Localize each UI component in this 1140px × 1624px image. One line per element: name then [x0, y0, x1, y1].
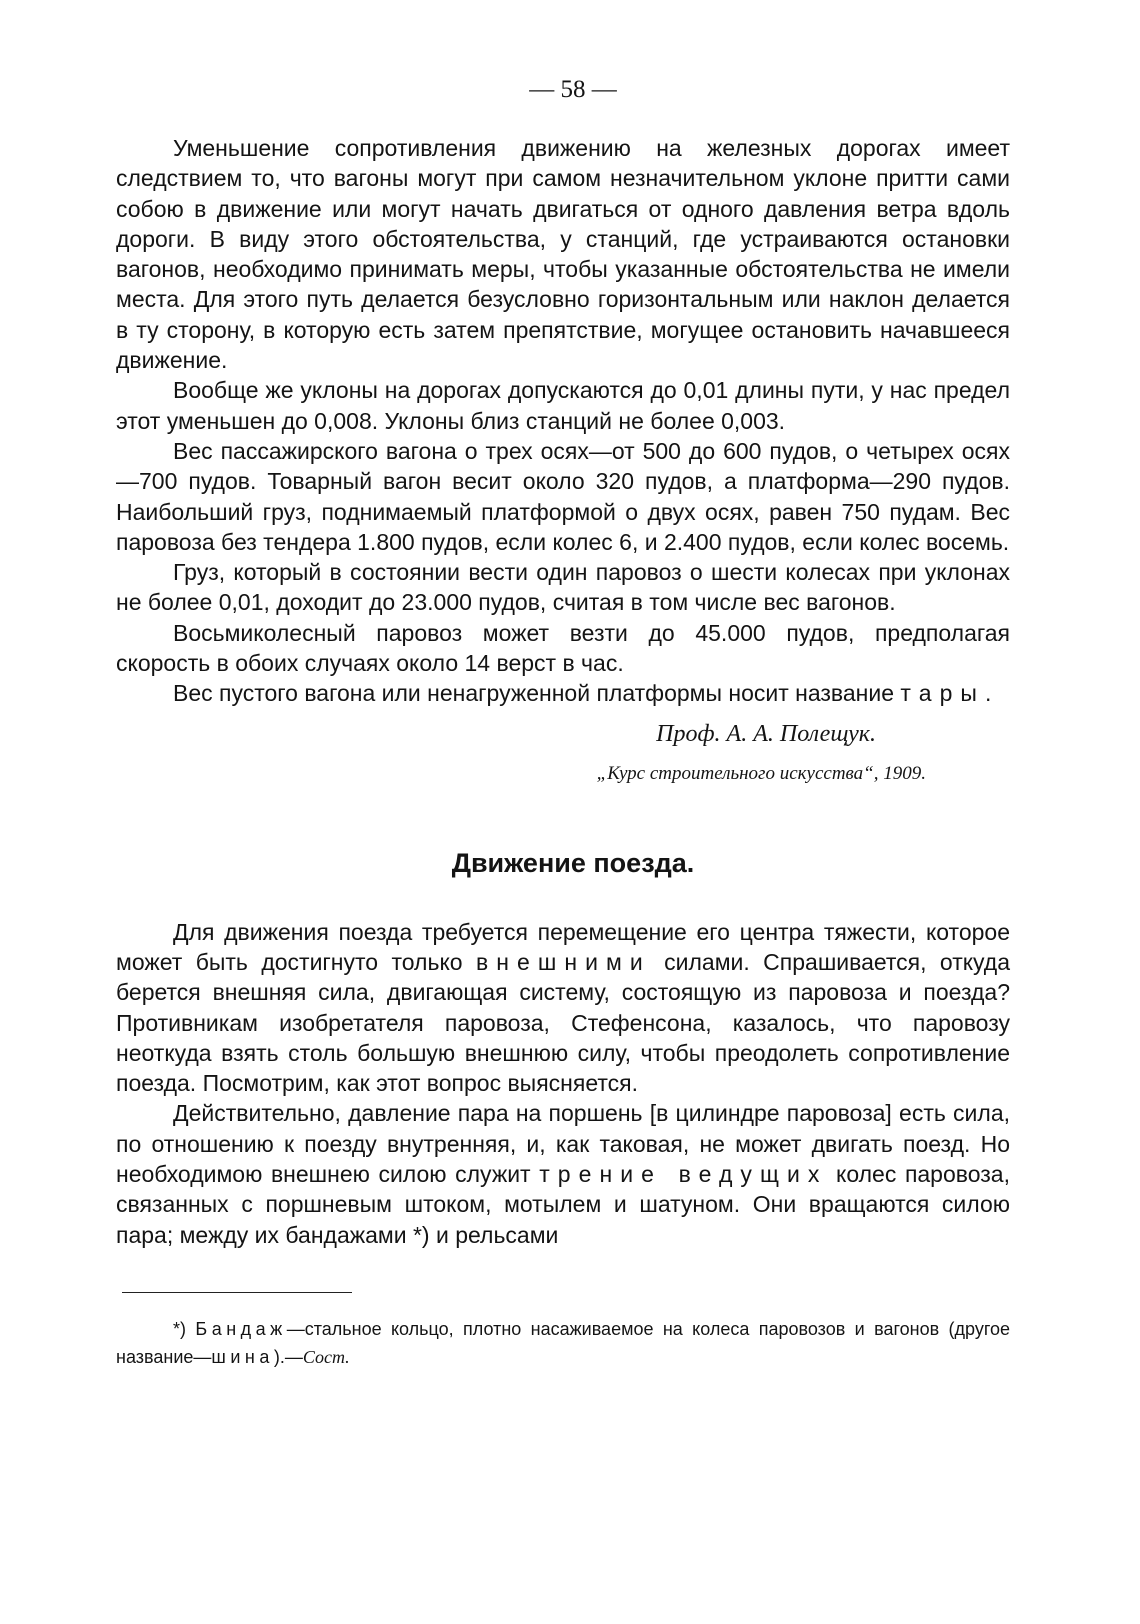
paragraph-text: Вес пустого вагона или ненагруженной платформы носит название — [173, 680, 901, 707]
paragraph: Груз, который в состоянии вести один паровоз о шести колесах при уклонах не более 0,01, доходит до 23.000 пудов, считая в том числе вес вагонов. — [116, 559, 1010, 616]
paragraph — [116, 1098, 1010, 1249]
footnote-divider — [122, 1292, 352, 1293]
paragraph-text: . — [985, 680, 992, 707]
paragraph: Восьмиколесный паровоз может везти до 45.000 пудов, предполагая скорость в обоих случаях около 14 верст в час. — [116, 619, 1010, 677]
signature-source: „Курс строительного искусства“, 1909. — [596, 762, 926, 784]
page — [116, 70, 1010, 1371]
paragraph — [116, 678, 1010, 708]
paragraph-text: Для движения поезда требуется перемещение его центра тяжести, которое может быть достигнуто только — [116, 918, 1010, 975]
emphasized-term: трение ведущих — [539, 1161, 828, 1188]
signature-author: Проф. А. А. Полещук. — [656, 720, 876, 747]
page-number: — 58 — — [529, 76, 617, 103]
paragraph: Вообще же уклоны на дорогах допускаются до 0,01 длины пути, у нас предел этот уменьшен до 0,008. Уклоны близ станций не более 0,003. — [116, 377, 1010, 434]
paragraph — [116, 917, 1010, 1099]
footnote-marker: *) — [173, 1318, 196, 1339]
footnote-text: —стальное кольцо, плотно насаживаемое на колеса паровозов и вагонов (другое название— — [116, 1318, 1011, 1367]
emphasized-term: Бандаж — [195, 1318, 287, 1339]
emphasized-term: тары — [900, 680, 986, 707]
paragraph: Вес пассажирского вагона о трех осях—от 500 до 600 пудов, о четырех осях—700 пудов. Товарный вагон весит около 320 пудов, а платформа—290 пудов. Наибольший груз, поднимаемый платформой о двух осях, равен 750 пудам. Вес паровоза без тендера 1.800 пудов, если колес 6, и 2.400 пудов, если колес восемь. — [116, 437, 1010, 555]
paragraph-text: силами. Спрашивается, откуда берется внешняя сила, двигающая систему, состоящую из паровоза и поезда? Противникам изобретателя паровоза, Стефенсона, казалось, что паровозу неоткуда взять столь большую внешнюю силу, чтобы преодолеть сопротивление поезда. Посмотрим, как этот вопрос выясняется. — [116, 948, 1011, 1097]
footnote-text: ).— — [273, 1346, 303, 1367]
emphasized-term: шина — [211, 1346, 274, 1367]
paragraph-text: колес паровоза, связанных с поршневым штоком, мотылем и шатуном. Они вращаются силою пара; между их бандажами *) и рельсами — [116, 1161, 1010, 1248]
paragraph-text: Действительно, давление пара на поршень [в цилиндре паровоза] есть сила, по отношению к поезду внутренняя, и, как таковая, не может двигать поезд. Но необходимою внешнею силою служит — [116, 1100, 1010, 1188]
emphasized-term: внешними — [475, 948, 651, 975]
footnote-author: Сост. — [302, 1346, 350, 1367]
article-train-motion — [116, 843, 1010, 1250]
footnote — [116, 1315, 1010, 1371]
article-slopes — [116, 133, 1010, 789]
section-title: Движение поезда. — [451, 847, 695, 878]
paragraph: Уменьшение сопротивления движению на железных дорогах имеет следствием то, что вагоны могут при самом незначительном уклоне притти сами собою в движение или могут начать двигаться от одного давления ветра вдоль дороги. В виду этого обстоятельства, у станций, где устраиваются остановки вагонов, необходимо принимать меры, чтобы указанные обстоятельства не имели места. Для этого путь делается безусловно горизонтальным или наклон делается в ту сторону, в которую есть затем препятствие, могущее остановить начавшееся движение. — [116, 135, 1010, 374]
